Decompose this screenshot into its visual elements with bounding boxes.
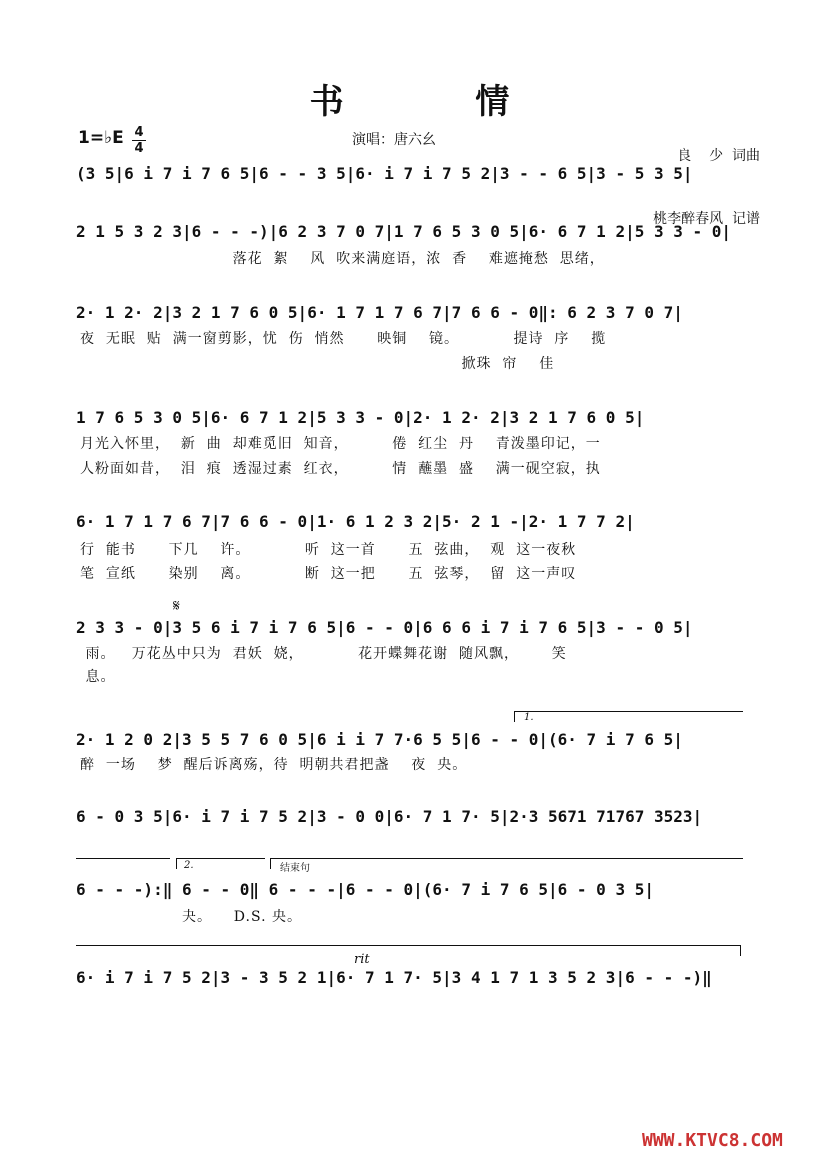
lyric-line-9: 息。 (80, 669, 116, 685)
score-system-8: 6 - 0 3 5|6· i 7 i 7 5 2|3 - 0 0|6· 7 1 7· 5|2·3 5671 71767 3523| (76, 807, 703, 826)
lyric-line-3: 掀珠 帘 佳 (80, 356, 555, 372)
coda-label: 结束句 (280, 863, 310, 874)
lyric-line-8: 雨。 万花丛中只为 君妖 娆， 花开蝶舞花谢 随风飘， 笑 (80, 646, 567, 662)
lyric-line-2: 夜 无眠 贴 满一窗剪影，忧 伤 悄然 映铜 镜。 提诗 序 揽 (80, 331, 607, 347)
time-signature-top: 4 (134, 125, 144, 140)
composer-credit: 良 少 词曲 (677, 148, 760, 164)
time-signature (132, 126, 146, 155)
coda-bracket (270, 858, 743, 869)
score-system-5: 6· 1 7 1 7 6 7|7 6 6 - 0|1· 6 1 2 3 2|5· 2 1 -|2· 1 7 7 2| (76, 512, 635, 531)
score-system-4: 1 7 6 5 3 0 5|6· 6 7 1 2|5 3 3 - 0|2· 1 2· 2|3 2 1 7 6 0 5| (76, 408, 645, 427)
song-title: 书 情 (309, 82, 546, 122)
lyric-line-10: 醉 一场 梦 醒后诉离殇，待 明朝共君把盏 夜 央。 (80, 757, 468, 773)
score-system-10: 6· i 7 i 7 5 2|3 - 3 5 2 1|6· 7 1 7· 5|3 4 1 7 1 3 5 2 3|6 - - -)‖ (76, 968, 712, 987)
lyric-line-5: 人粉面如昔， 泪 痕 透湿过素 红衣， 情 蘸墨 盛 满一砚空寂，执 (80, 461, 601, 477)
score-system-7: 2· 1 2 0 2|3 5 5 7 6 0 5|6 i i 7 7·6 5 5|6 - - 0|(6· 7 i 7 6 5| (76, 730, 683, 749)
lyric-line-11: 夬。 D.S. 央。 (182, 909, 302, 925)
score-system-3: 2· 1 2· 2|3 2 1 7 6 0 5|6· 1 7 1 7 6 7|7 6 6 - 0‖: 6 2 3 7 0 7| (76, 303, 683, 322)
website-watermark: WWW.KTVC8.COM (642, 1130, 783, 1151)
singer-credit: 演唱：唐六幺 (352, 132, 436, 148)
score-system-1: (3 5|6 i 7 i 7 6 5|6 - - 3 5|6· i 7 i 7 5 2|3 - - 6 5|3 - 5 3 5| (76, 164, 693, 183)
score-system-6: 2 3 3 - 0|3 5 6 i 7 i 7 6 5|6 - - 0|6 6 6 i 7 i 7 6 5|3 - - 0 5| (76, 618, 693, 637)
lyric-line-7: 笔 宣纸 染别 离。 断 这一把 五 弦琴， 留 这一声叹 (80, 566, 577, 582)
first-ending-number: 1. (524, 712, 534, 723)
lyric-line-4: 月光入怀里， 新 曲 却难觅旧 知音， 倦 红尘 丹 青泼墨印记，一 (80, 436, 601, 452)
first-ending-bracket (514, 711, 743, 722)
lyric-line-1: 落花 絮 风 吹来满庭语，浓 香 难遮掩愁 思绪， (80, 251, 605, 267)
second-ending-number: 2. (184, 860, 194, 871)
score-system-9: 6 - - -):‖ 6 - - 0‖ 6 - - -|6 - - 0|(6· 7 i 7 6 5|6 - 0 3 5| (76, 880, 654, 899)
coda-continuation-bracket (76, 945, 741, 956)
lyric-line-6: 行 能书 下几 许。 听 这一首 五 弦曲， 观 这一夜秋 (80, 542, 577, 558)
notation-credit: 桃李醉春风 记谱 (653, 211, 760, 227)
segno-sign: 𝄋 (173, 596, 180, 615)
first-ending-continuation (76, 858, 170, 869)
key-signature: 1=♭E (78, 128, 124, 148)
score-system-2: 2 1 5 3 2 3|6 - - -)|6 2 3 7 0 7|1 7 6 5 3 0 5|6· 6 7 1 2|5 3 3 - 0| (76, 222, 732, 241)
time-signature-bottom: 4 (134, 141, 144, 156)
ritardando-mark: rit (354, 952, 370, 967)
